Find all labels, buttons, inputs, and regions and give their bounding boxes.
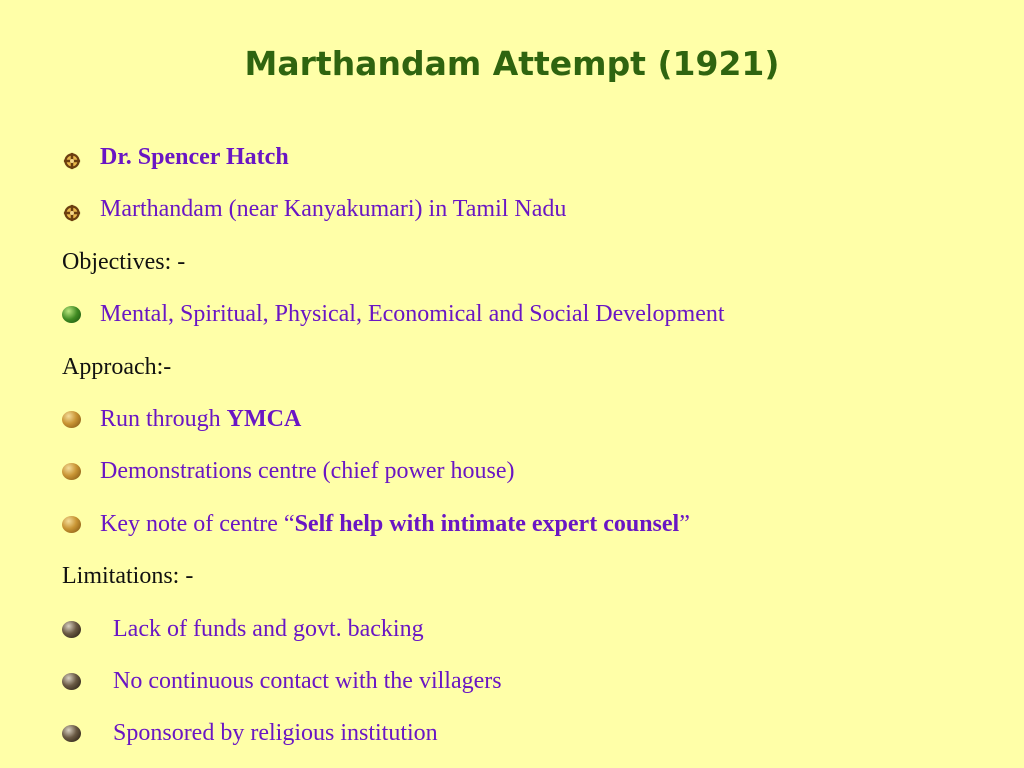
bullet-text (113, 614, 424, 644)
gear-bullet-icon (62, 200, 82, 218)
bullet-text (100, 142, 289, 172)
gold-ball-bullet-icon (62, 411, 81, 428)
bullet-text-part: Key note of centre “ (100, 510, 295, 537)
bullet-text (100, 194, 566, 224)
bullet-text-part: Marthandam (near Kanyakumari) in Tamil Nadu (100, 196, 567, 223)
section-heading-text: Approach:- (62, 353, 172, 380)
section-heading (62, 352, 171, 382)
gear-bullet-icon (62, 148, 82, 166)
bullet-text (100, 404, 301, 434)
dark-ball-bullet-icon (62, 725, 81, 742)
section-heading-text: Objectives: - (62, 248, 186, 275)
bullet-text-part: Run through (100, 406, 227, 432)
gold-ball-bullet-icon (62, 516, 81, 533)
gold-ball-bullet-icon (62, 463, 81, 480)
bullet-text (113, 718, 438, 748)
bullet-text-part: Sponsored by religious institution (113, 720, 438, 747)
bullet-text (100, 509, 690, 539)
bullet-text-part: Demonstrations centre (chief power house) (100, 458, 515, 485)
bullet-text (100, 299, 725, 329)
dark-ball-bullet-icon (62, 673, 81, 690)
dark-ball-bullet-icon (62, 621, 81, 638)
bullet-text (100, 456, 515, 486)
bullet-text-bold: Dr. Spencer Hatch (100, 144, 289, 170)
bullet-text-part: ” (679, 510, 690, 537)
bullet-text-part: Mental, Spiritual, Physical, Economical and Social Development (100, 301, 725, 328)
bullet-text-bold: Self help with intimate expert counsel (294, 510, 680, 537)
bullet-text-bold: YMCA (226, 406, 302, 432)
bullet-text (113, 666, 502, 696)
section-heading (62, 561, 193, 591)
section-heading-text: Limitations: - (62, 563, 194, 590)
slide-title: Marthandam Attempt (1921) (244, 44, 780, 83)
green-ball-bullet-icon (62, 306, 81, 323)
bullet-text-part: Lack of funds and govt. backing (113, 615, 424, 642)
section-heading (62, 247, 185, 277)
bullet-text-part: No continuous contact with the villagers (113, 668, 502, 694)
